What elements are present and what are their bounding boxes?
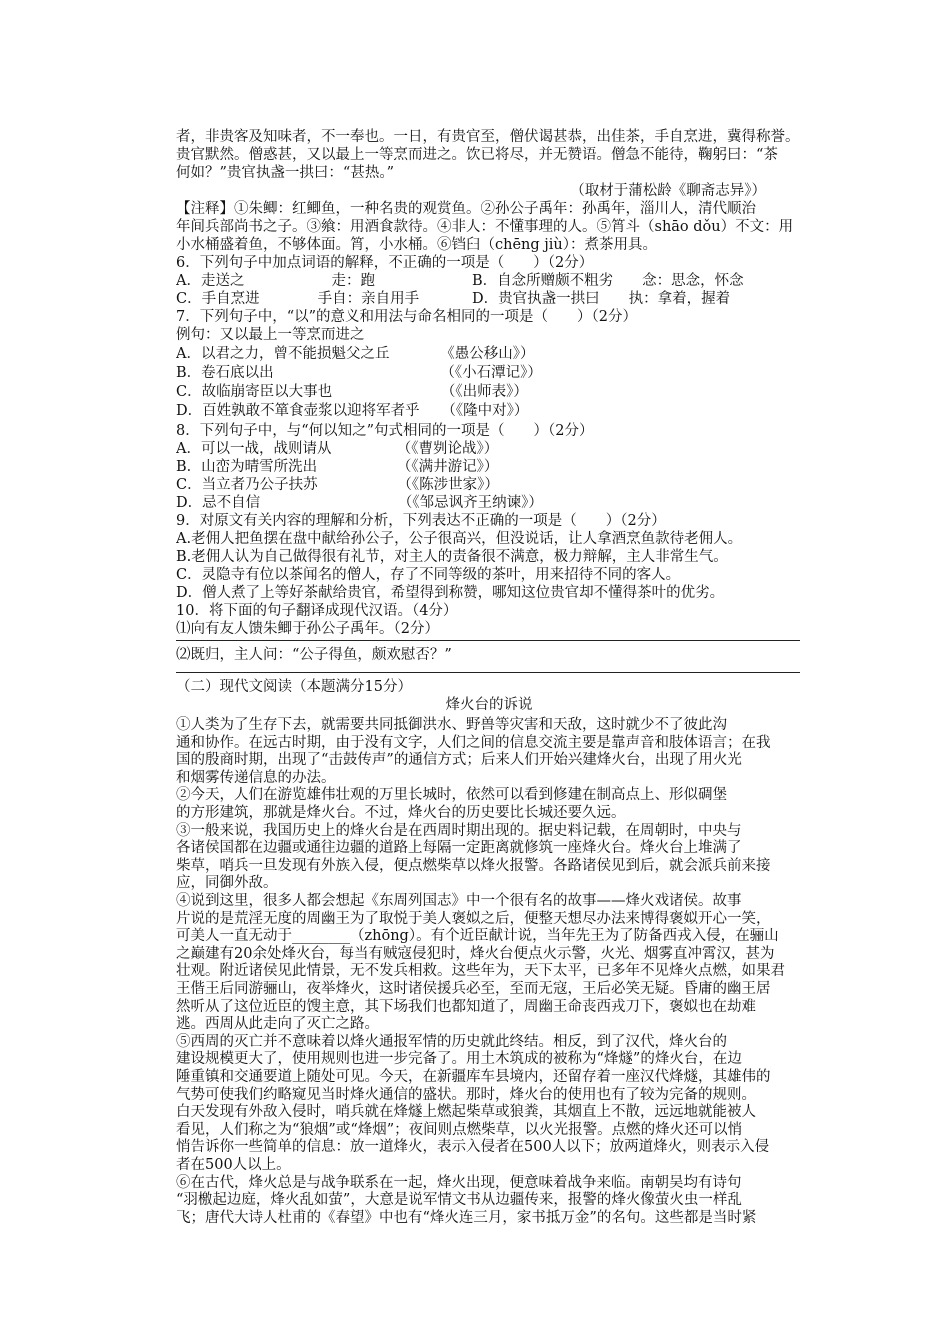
article-line: 建设规模更大了，使用规则也进一步完备了。用土木筑成的被称为“烽燧”的烽火台，在边 — [176, 1051, 742, 1068]
passage-line: 者，非贵客及知味者，不一奉也。一日，有贵官至，僧伏谒甚恭，出佳茶，手自烹进，冀得称誉。 — [176, 129, 800, 145]
question-7-option: D．百姓孰敢不箪食壶浆以迎将军者乎 （《隆中对》） — [176, 403, 529, 419]
question-6-option-c: C．手自烹进 手自：亲自用手 — [176, 291, 420, 307]
question-8-option: C．当立者乃公子扶苏 （《陈涉世家》） — [176, 477, 499, 493]
article-line: ③一般来说，我国历史上的烽火台是在西周时期出现的。据史料记载，在周朝时，中央与 — [176, 822, 742, 839]
passage-source: （取材于蒲松龄《聊斋志异》） — [570, 183, 766, 199]
passage-line: 何如？”贵官执盏一拱曰：“甚热。” — [176, 165, 394, 181]
article-line: 应，同御外敌。 — [176, 875, 278, 892]
question-6-option-b: B．自念所赠颇不粗劣 念：思念，怀念 — [472, 273, 744, 289]
article-line: 之巅建有20余处烽火台，每当有贼寇侵犯时，烽火台便点火示警，火光、烟雾直冲霄汉，甚为 — [176, 945, 775, 962]
question-10-stem: 10．将下面的句子翻译成现代汉语。（4分） — [176, 603, 458, 619]
article-line: ②今天，人们在游览雄伟壮观的万里长城时，依然可以看到修建在制高点上、形似碉堡 — [176, 787, 727, 804]
article-line: 国的殷商时期，出现了“击鼓传声”的通信方式；后来人们开始兴建烽火台，出现了用火光 — [176, 752, 742, 769]
question-9-option: B.老佣人认为自己做得很有礼节，对主人的责备很不满意，极力辩解，主人非常生气。 — [176, 549, 728, 565]
question-10-sentence-2: ⑵既归，主人问：“公子得鱼，颇欢慰否？” — [176, 647, 452, 663]
article-line: 然听从了这位近臣的馊主意，其下场我们也都知道了，周幽王命丧西戎刀下，褒姒也在劫难 — [176, 998, 756, 1015]
annotation-line: 小水桶盛着鱼，不够体面。筲，小水桶。⑥铛臼（chēng jiù）：煮茶用具。 — [176, 237, 657, 253]
article-line: 白天发现有外敌入侵时，哨兵就在烽燧上燃起柴草或狼粪，其烟直上不散，远远地就能被人 — [176, 1104, 756, 1121]
article-line: ⑤西周的灭亡并不意味着以烽火通报军情的历史就此终结。相反，到了汉代，烽火台的 — [176, 1033, 727, 1050]
answer-line-2[interactable] — [176, 672, 800, 673]
question-9-stem: 9．对原文有关内容的理解和分析，下列表达不正确的一项是（ ）（2分） — [176, 513, 666, 529]
article-line: 和烟雾传递信息的办法。 — [176, 769, 336, 786]
question-8-option: D．忌不自信 （《邹忌讽齐王纳谏》） — [176, 495, 543, 511]
article-line: 王偕王后同游骊山，夜举烽火，这时诸侯援兵必至，至而无寇，王后必笑无疑。昏庸的幽王居 — [176, 981, 771, 997]
question-9-option: D．僧人煮了上等好茶献给贵官，希望得到称赞，哪知这位贵官却不懂得茶叶的优劣。 — [176, 585, 725, 601]
question-6-option-d: D．贵官执盏一拱曰 执：拿着，握着 — [472, 291, 731, 307]
question-6-option-a: A．走送之 走：跑 — [176, 273, 375, 289]
article-title: 烽火台的诉说 — [445, 697, 533, 713]
question-7-example: 例句：又以最上一等烹而进之 — [176, 327, 365, 343]
question-7-option: A．以君之力，曾不能损魁父之丘 《愚公移山》） — [176, 346, 535, 362]
article-line: “羽檄起边庭，烽火乱如萤”，大意是说军情文书从边疆传来，报警的烽火像萤火虫一样乱 — [176, 1192, 742, 1209]
question-8-stem: 8．下列句子中，与“何以知之”句式相同的一项是（ ）（2分） — [176, 423, 594, 439]
article-line: 柴草，哨兵一旦发现有外族入侵，便点燃柴草以烽火报警。各路诸侯见到后，就会派兵前来接 — [176, 857, 771, 874]
question-7-stem: 7．下列句子中，“以”的意义和用法与命名相同的一项是（ ）（2分） — [176, 309, 638, 325]
question-8-option: B．山峦为晴雪所洗出 （《满井游记》） — [176, 459, 499, 475]
question-10-sentence-1: ⑴向有友人馈朱鲫于孙公子禹年。（2分） — [176, 621, 439, 637]
question-7-option: B．卷石底以出 （《小石潭记》） — [176, 365, 542, 381]
section-heading: （二）现代文阅读（本题满分15分） — [176, 679, 412, 695]
article-line: ④说到这里，很多人都会想起《东周列国志》中一个很有名的故事——烽火戏诸侯。故事 — [176, 893, 742, 909]
article-line: ①人类为了生存下去，就需要共同抵御洪水、野兽等灾害和天敌，这时就少不了彼此沟 — [176, 717, 727, 733]
article-line: 各诸侯国都在边疆或通往边疆的道路上每隔一定距离就修筑一座烽火台。烽火台上堆满了 — [176, 840, 742, 857]
annotation-line: 年间兵部尚书之子。③飨：用酒食款待。④非人：不懂事理的人。⑤筲斗（shāo dǒu）不文：用 — [176, 219, 794, 235]
article-line: 可美人一直无动于________（zhōng）。有个近臣献计说，当年先王为了防备西戎入侵，在骊山 — [176, 928, 779, 945]
article-line: 逃。西周从此走向了灭亡之路。 — [176, 1016, 379, 1033]
passage-line: 贵官默然。僧惑甚，又以最上一等烹而进之。饮已将尽，并无赞语。僧急不能待，鞠躬曰：“茶 — [176, 147, 778, 163]
question-8-option: A．可以一战，战则请从 （《曹刿论战》） — [176, 441, 499, 457]
article-line: 悄告诉你一些简单的信息：放一道烽火，表示入侵者在500人以下；放两道烽火，则表示入侵 — [176, 1139, 770, 1156]
article-line: 者在500人以上。 — [176, 1157, 291, 1173]
article-line: 气势可使我们约略窥见当时烽火通信的盛状。那时，烽火台的使用也有了较为完备的规则。 — [176, 1086, 756, 1103]
annotation-line: 【注释】①朱鲫：红鲫鱼，一种名贵的观赏鱼。②孙公子禹年：孙禹年，淄川人，清代顺治 — [176, 201, 756, 217]
question-7-option: C．故临崩寄臣以大事也 （《出师表》） — [176, 384, 528, 400]
question-9-option: C．灵隐寺有位以茶闻名的僧人，存了不同等级的茶叶，用来招待不同的客人。 — [176, 567, 681, 583]
question-6-stem: 6．下列句子中加点词语的解释，不正确的一项是（ ）（2分） — [176, 255, 594, 271]
article-line: 看见，人们称之为“狼烟”或“烽烟”；夜间则点燃柴草，以火光报警。点燃的烽火还可以悄 — [176, 1121, 743, 1138]
article-line: 片说的是荒淫无度的周幽王为了取悦于美人褒姒之后，便整天想尽办法来博得褒姒开心一笑， — [176, 910, 771, 927]
question-9-option: A.老佣人把鱼摆在盘中献给孙公子，公子很高兴，但没说话，让人拿酒烹鱼款待老佣人。 — [176, 531, 743, 547]
article-line: ⑥在古代，烽火总是与战争联系在一起，烽火出现，便意味着战争来临。南朝吴均有诗句 — [176, 1174, 742, 1191]
article-line: 通和协作。在远古时期，由于没有文字，人们之间的信息交流主要是靠声音和肢体语言；在我 — [176, 734, 771, 751]
article-line: 壮观。附近诸侯见此情景，无不发兵相救。这些年为，天下太平，已多年不见烽火点燃，如果君 — [176, 963, 785, 980]
answer-line-1[interactable] — [176, 640, 800, 641]
article-line: 的方形建筑，那就是烽火台。不过，烽火台的历史要比长城还要久远。 — [176, 805, 626, 821]
article-line: 飞；唐代大诗人杜甫的《春望》中也有“烽火连三月，家书抵万金”的名句。这些都是当时紧 — [176, 1209, 757, 1226]
article-line: 陲重镇和交通要道上随处可见。今天，在新疆库车县境内，还留存着一座汉代烽燧，其雄伟的 — [176, 1069, 771, 1085]
